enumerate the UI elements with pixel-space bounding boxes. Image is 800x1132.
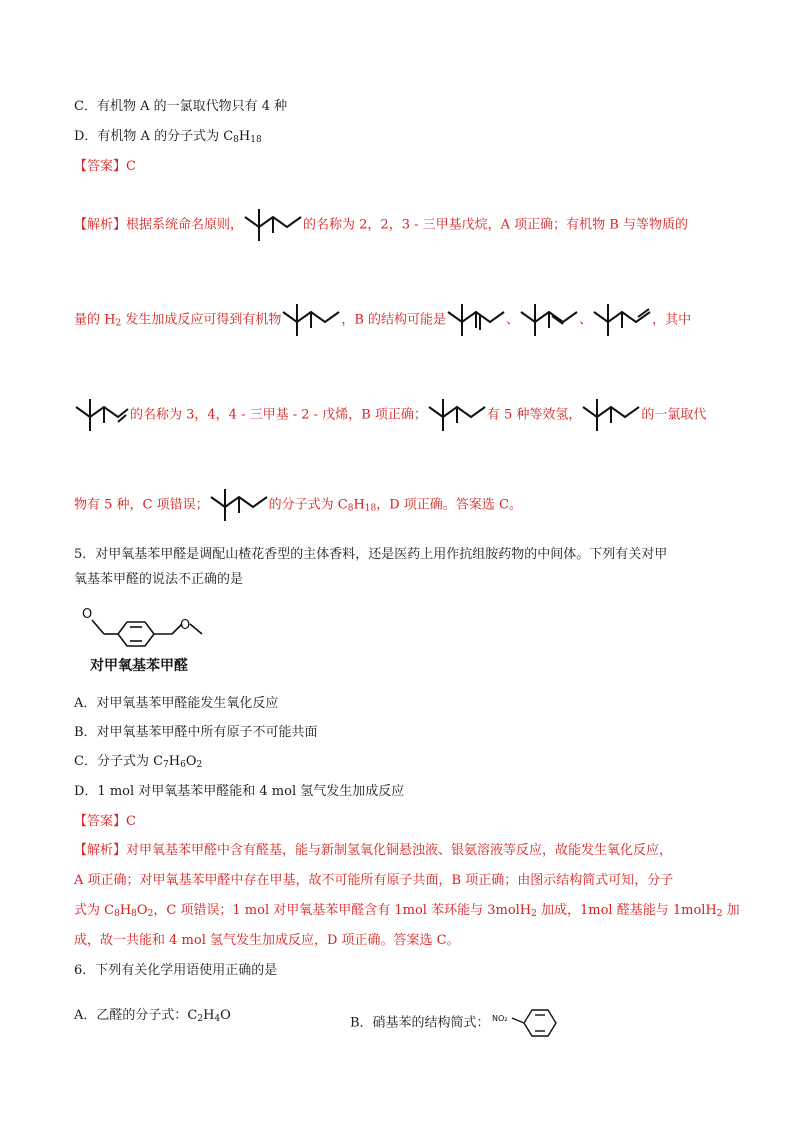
q6-stem: 6．下列有关化学用语使用正确的是 [74,963,278,978]
skeletal-formula-223-trimethylpentane [243,207,303,243]
q4-explanation-line2: 量的 $H_2$ 发生加成反应可得到有机物 ，B 的结构可能是 、 、 ，其中 [74,302,691,338]
skeletal-formula-alkane-b [581,397,641,433]
q6-option-a: A．乙醛的分子式：$C_2H_4O$ [74,1008,231,1024]
skeletal-formula-product-a [281,302,341,338]
no2-label: NO₂ [491,1014,508,1023]
q5-explanation-line1: 【解析】对甲氧基苯甲醛中含有醛基，能与新制氢氧化铜悬浊液、银氨溶液等反应，故能发生氧化反应， [74,843,673,858]
q4-option-d: D．有机物 A 的分子式为 $C_8H_{18}$ [74,129,262,145]
q5-option-d: D．1 mol 对甲氧基苯甲醛能和 4 mol 氢气发生加成反应 [74,784,405,799]
q5-explanation-line3: 式为 $C_8H_8O_2$，C 项错误；1 mol 对甲氧基苯甲醛含有 1mol 苯环能与 3molH$_2$ 加成，1mol 醛基能与 1molH$_2$ 加 [74,903,740,919]
structure-nitrobenzene [490,1006,564,1040]
q5-option-b: B．对甲氧基苯甲醛中所有原子不可能共面 [74,725,318,740]
q5-stem-line2: 氧基苯甲醛的说法不正确的是 [74,572,244,587]
skeletal-formula-alkane-c [209,487,269,523]
q5-answer: 【答案】C [74,814,136,829]
skeletal-formula-alkane-a [427,397,487,433]
structure-4-methoxybenzaldehyde [78,602,238,678]
q5-explanation-line4: 成，故一共能和 4 mol 氢气发生加成反应，D 项正确。答案选 C。 [74,933,460,948]
q4-explanation-line3: 的名称为 3，4，4 - 三甲基 - 2 - 戊烯，B 项正确； 有 5 种等效氢， 的一氯取代 [74,397,706,433]
q4-answer: 【答案】C [74,159,136,174]
skeletal-formula-344-trimethyl-2-pentene [74,397,130,433]
q4-explanation-line4: 物有 5 种，C 项错误； 的分子式为 $C_8H_{18}$，D 项正确。答案选 C。 [74,487,522,523]
skeletal-formula-alkene-1 [446,302,506,338]
q5-explanation-line2: A 项正确；对甲氧基苯甲醛中存在甲基，故不可能所有原子共面，B 项正确；由图示结构简式可知，分子 [74,873,674,888]
q4-option-c: C．有机物 A 的一氯取代物只有 4 种 [74,99,288,114]
q5-stem-line1: 5．对甲氧基苯甲醛是调配山楂花香型的主体香料，还是医药上用作抗组胺药物的中间体。下列有关对甲 [74,547,668,562]
skeletal-formula-alkene-2 [519,302,579,338]
q6-option-b: B．硝基苯的结构简式： NO₂ [350,1006,564,1040]
q5-option-a: A．对甲氧基苯甲醛能发生氧化反应 [74,696,279,711]
aldehyde-oxygen-label: O [82,607,93,622]
ether-oxygen-label: O [180,618,191,633]
skeletal-formula-alkene-3 [592,302,652,338]
structure-caption: 对甲氧基苯甲醛 [90,658,188,674]
q5-option-c: C．分子式为 $C_7H_6O_2$ [74,754,203,770]
q4-explanation-line1: 【解析】根据系统命名原则， 的名称为 2，2，3 - 三甲基戊烷，A 项正确；有机物 B 与等物质的 [74,207,688,243]
